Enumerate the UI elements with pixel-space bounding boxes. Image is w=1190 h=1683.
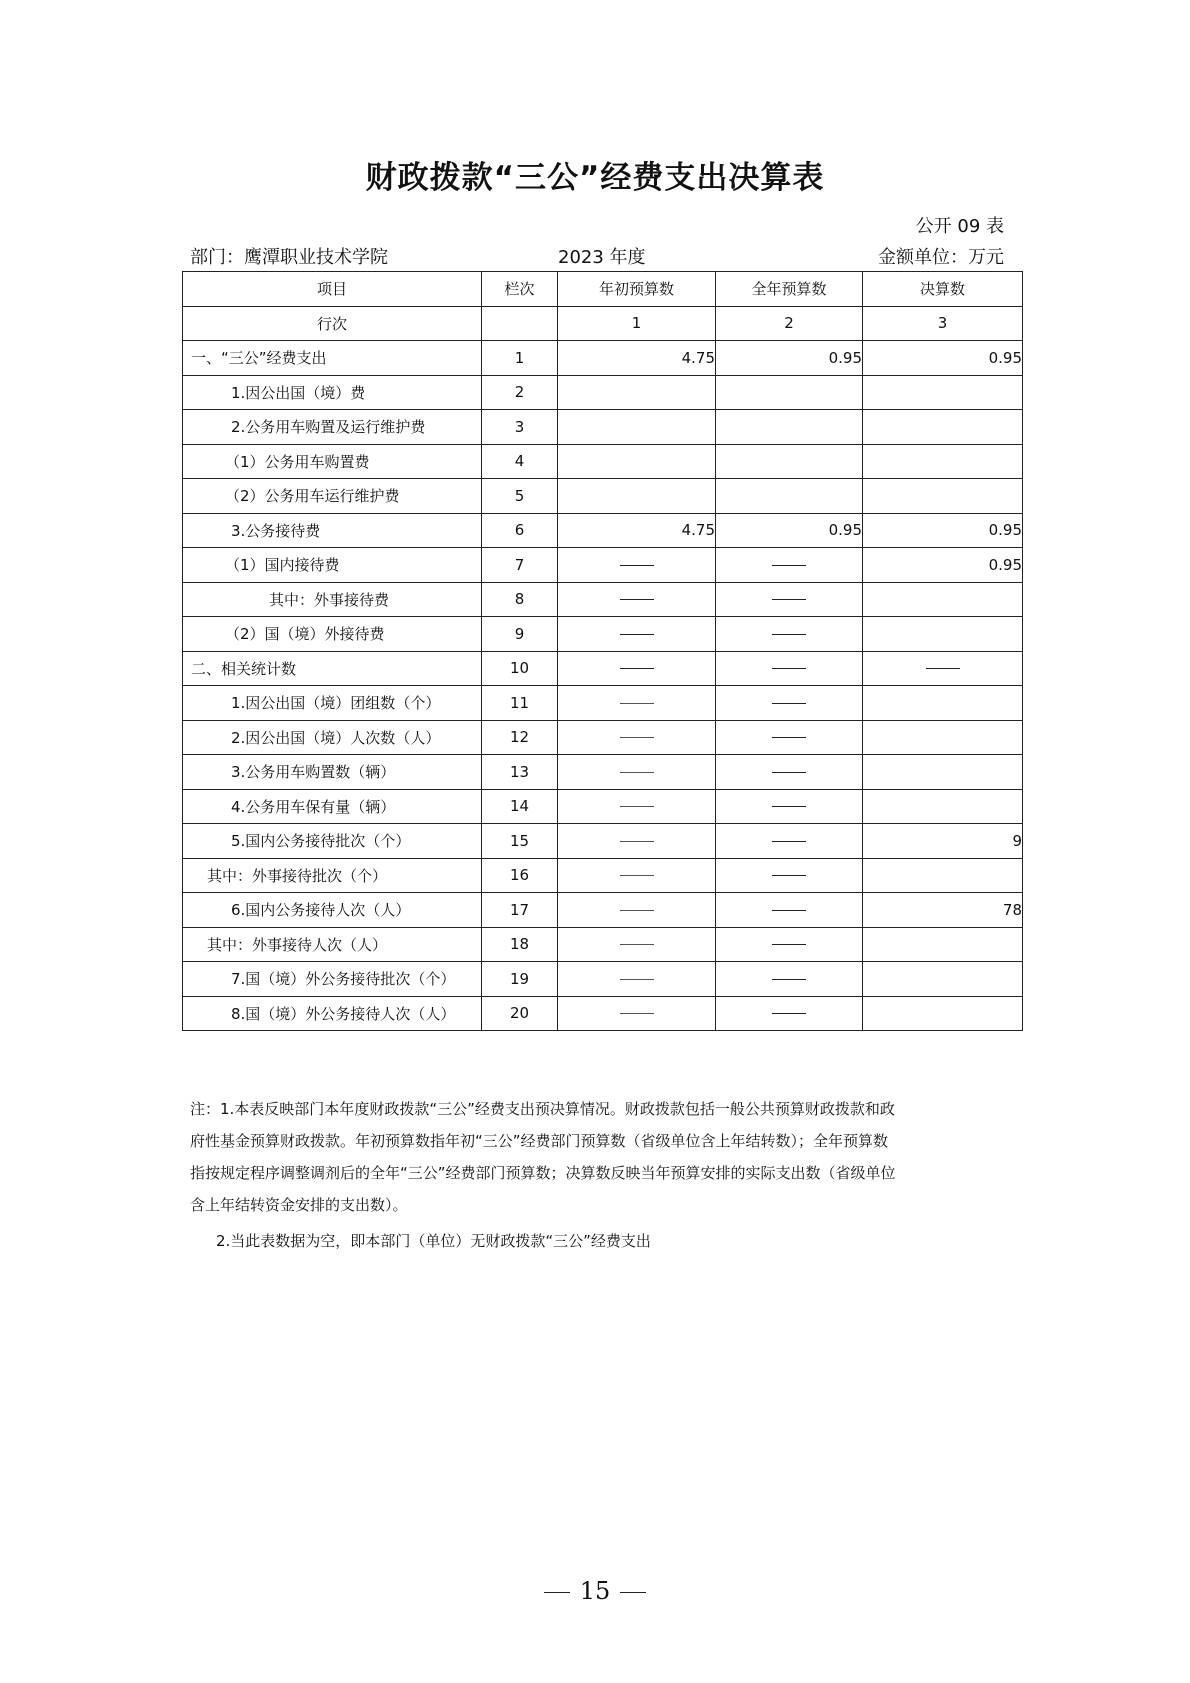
subheader-cell: 1: [558, 306, 716, 341]
row-number: 10: [482, 651, 558, 686]
dash-mark: [620, 737, 654, 738]
department-label: 部门：鹰潭职业技术学院: [190, 247, 388, 268]
amount-cell: [558, 375, 716, 410]
dash-mark: [772, 668, 806, 669]
amount-cell: 4.75: [558, 513, 716, 548]
header-initial-budget: 年初预算数: [558, 272, 716, 307]
not-applicable-cell: [558, 789, 716, 824]
row-number: 6: [482, 513, 558, 548]
amount-cell: [558, 410, 716, 445]
not-applicable-cell: [716, 651, 863, 686]
row-item-label: 4.公务用车保有量（辆）: [183, 789, 482, 824]
not-applicable-cell: [716, 617, 863, 652]
row-item-label: （1）国内接待费: [183, 548, 482, 583]
dash-mark: [772, 703, 806, 704]
row-number: 20: [482, 996, 558, 1031]
row-item-label: 1.因公出国（境）费: [183, 375, 482, 410]
table-row: [183, 548, 1023, 583]
dash-mark: [620, 634, 654, 635]
dash-mark: [620, 875, 654, 876]
row-item-label: 1.因公出国（境）团组数（个）: [183, 686, 482, 721]
amount-cell: 0.95: [716, 513, 863, 548]
amount-cell: [863, 720, 1023, 755]
dash-mark: [772, 875, 806, 876]
amount-cell: 4.75: [558, 341, 716, 376]
row-number: 8: [482, 582, 558, 617]
amount-cell: [716, 479, 863, 514]
amount-cell: [863, 582, 1023, 617]
dash-mark: [620, 910, 654, 911]
dash-mark: [772, 1013, 806, 1014]
not-applicable-cell: [716, 686, 863, 721]
row-item-label: 3.公务接待费: [183, 513, 482, 548]
row-number: 15: [482, 824, 558, 859]
note-2: 2.当此表数据为空，即本部门（单位）无财政拨款“三公”经费支出: [216, 1232, 651, 1250]
table-row: [183, 927, 1023, 962]
dash-mark: [772, 944, 806, 945]
not-applicable-cell: [716, 962, 863, 997]
note-line: 注：1.本表反映部门本年度财政拨款“三公”经费支出预决算情况。财政拨款包括一般公共预算财政拨款和政: [190, 1100, 895, 1118]
not-applicable-cell: [716, 858, 863, 893]
header-column-no: 栏次: [482, 272, 558, 307]
not-applicable-cell: [558, 651, 716, 686]
amount-cell: [558, 479, 716, 514]
row-number: 12: [482, 720, 558, 755]
not-applicable-cell: [558, 755, 716, 790]
subheader-label: 行次: [183, 306, 482, 341]
row-item-label: 其中：外事接待人次（人）: [183, 927, 482, 962]
row-number: 7: [482, 548, 558, 583]
note-line: 府性基金预算财政拨款。年初预算数指年初“三公”经费部门预算数（省级单位含上年结转数）；全年预算数: [190, 1132, 889, 1150]
dash-mark: [620, 565, 654, 566]
table-row: [183, 479, 1023, 514]
row-item-label: 3.公务用车购置数（辆）: [183, 755, 482, 790]
amount-cell: [863, 858, 1023, 893]
dash-mark: [620, 979, 654, 980]
dash-mark: [620, 772, 654, 773]
dash-mark: [620, 668, 654, 669]
not-applicable-cell: [716, 824, 863, 859]
amount-cell: [558, 444, 716, 479]
not-applicable-cell: [716, 789, 863, 824]
not-applicable-cell: [558, 548, 716, 583]
amount-cell: 0.95: [716, 341, 863, 376]
page-number-value: 15: [579, 1577, 611, 1605]
table-row: [183, 893, 1023, 928]
not-applicable-cell: [558, 893, 716, 928]
row-item-label: 6.国内公务接待人次（人）: [183, 893, 482, 928]
not-applicable-cell: [558, 962, 716, 997]
amount-cell: 0.95: [863, 341, 1023, 376]
amount-cell: [863, 410, 1023, 445]
row-number: 1: [482, 341, 558, 376]
row-number: 13: [482, 755, 558, 790]
fiscal-year: 2023 年度: [558, 247, 646, 268]
amount-cell: 0.95: [863, 513, 1023, 548]
row-number: 4: [482, 444, 558, 479]
dash-mark: [772, 979, 806, 980]
row-item-label: （2）国（境）外接待费: [183, 617, 482, 652]
dash-mark: [772, 806, 806, 807]
amount-cell: 9: [863, 824, 1023, 859]
amount-cell: [863, 962, 1023, 997]
table-row: [183, 582, 1023, 617]
table-row: [183, 375, 1023, 410]
table-row: [183, 720, 1023, 755]
amount-cell: 78: [863, 893, 1023, 928]
table-row: [183, 444, 1023, 479]
row-number: 9: [482, 617, 558, 652]
row-item-label: 2.因公出国（境）人次数（人）: [183, 720, 482, 755]
row-item-label: 二、相关统计数: [183, 651, 482, 686]
page-number-dash: [544, 1592, 570, 1593]
header-final-account: 决算数: [863, 272, 1023, 307]
table-header-row: [183, 272, 1023, 307]
not-applicable-cell: [716, 720, 863, 755]
amount-cell: [863, 444, 1023, 479]
page-title: 财政拨款“三公”经费支出决算表: [365, 160, 825, 196]
table-subheader-row: [183, 306, 1023, 341]
table-row: [183, 996, 1023, 1031]
not-applicable-cell: [716, 996, 863, 1031]
page-number: [0, 1577, 1190, 1605]
subheader-cell: 3: [863, 306, 1023, 341]
table-row: [183, 962, 1023, 997]
row-number: 3: [482, 410, 558, 445]
note-line: 含上年结转资金安排的支出数）。: [190, 1196, 408, 1214]
subheader-cell: [482, 306, 558, 341]
dash-mark: [620, 599, 654, 600]
amount-cell: [716, 410, 863, 445]
amount-cell: [863, 479, 1023, 514]
row-item-label: 其中：外事接待批次（个）: [183, 858, 482, 893]
subheader-cell: 2: [716, 306, 863, 341]
table-row: [183, 686, 1023, 721]
row-item-label: 5.国内公务接待批次（个）: [183, 824, 482, 859]
not-applicable-cell: [716, 582, 863, 617]
amount-cell: [863, 927, 1023, 962]
row-number: 16: [482, 858, 558, 893]
row-number: 5: [482, 479, 558, 514]
header-annual-budget: 全年预算数: [716, 272, 863, 307]
not-applicable-cell: [863, 651, 1023, 686]
dash-mark: [772, 841, 806, 842]
row-number: 14: [482, 789, 558, 824]
table-row: [183, 341, 1023, 376]
row-item-label: （2）公务用车运行维护费: [183, 479, 482, 514]
note-line: 指按规定程序调整调剂后的全年“三公”经费部门预算数；决算数反映当年预算安排的实际支出数（省级单位: [190, 1164, 896, 1182]
not-applicable-cell: [716, 755, 863, 790]
dash-mark: [772, 634, 806, 635]
row-item-label: 一、“三公”经费支出: [183, 341, 482, 376]
amount-cell: [863, 755, 1023, 790]
amount-cell: [863, 617, 1023, 652]
not-applicable-cell: [558, 927, 716, 962]
row-item-label: 7.国（境）外公务接待批次（个）: [183, 962, 482, 997]
row-number: 11: [482, 686, 558, 721]
notes: [190, 1093, 1015, 1221]
row-item-label: （1）公务用车购置费: [183, 444, 482, 479]
dash-mark: [772, 772, 806, 773]
not-applicable-cell: [558, 996, 716, 1031]
table-row: [183, 789, 1023, 824]
amount-cell: [863, 996, 1023, 1031]
row-number: 2: [482, 375, 558, 410]
not-applicable-cell: [716, 548, 863, 583]
dash-mark: [620, 841, 654, 842]
table-row: [183, 410, 1023, 445]
amount-cell: [716, 375, 863, 410]
amount-cell: [716, 444, 863, 479]
not-applicable-cell: [558, 686, 716, 721]
table-row: [183, 824, 1023, 859]
amount-unit: 金额单位：万元: [878, 247, 1004, 268]
row-number: 17: [482, 893, 558, 928]
not-applicable-cell: [716, 927, 863, 962]
table-row: [183, 617, 1023, 652]
table-row: [183, 513, 1023, 548]
row-number: 19: [482, 962, 558, 997]
amount-cell: 0.95: [863, 548, 1023, 583]
amount-cell: [863, 789, 1023, 824]
not-applicable-cell: [558, 720, 716, 755]
not-applicable-cell: [716, 893, 863, 928]
table-row: [183, 755, 1023, 790]
amount-cell: [863, 375, 1023, 410]
dash-mark: [772, 737, 806, 738]
header-item: 项目: [183, 272, 482, 307]
dash-mark: [772, 565, 806, 566]
dash-mark: [926, 668, 960, 669]
row-item-label: 其中：外事接待费: [183, 582, 482, 617]
page-number-dash: [620, 1592, 646, 1593]
dash-mark: [772, 599, 806, 600]
dash-mark: [620, 703, 654, 704]
dash-mark: [772, 910, 806, 911]
row-item-label: 2.公务用车购置及运行维护费: [183, 410, 482, 445]
dash-mark: [620, 1013, 654, 1014]
table-row: [183, 651, 1023, 686]
not-applicable-cell: [558, 582, 716, 617]
not-applicable-cell: [558, 824, 716, 859]
not-applicable-cell: [558, 617, 716, 652]
table-row: [183, 858, 1023, 893]
dash-mark: [620, 806, 654, 807]
expense-table: [182, 271, 1023, 1031]
form-number: 公开 09 表: [915, 216, 1004, 237]
row-number: 18: [482, 927, 558, 962]
row-item-label: 8.国（境）外公务接待人次（人）: [183, 996, 482, 1031]
not-applicable-cell: [558, 858, 716, 893]
amount-cell: [863, 686, 1023, 721]
dash-mark: [620, 944, 654, 945]
